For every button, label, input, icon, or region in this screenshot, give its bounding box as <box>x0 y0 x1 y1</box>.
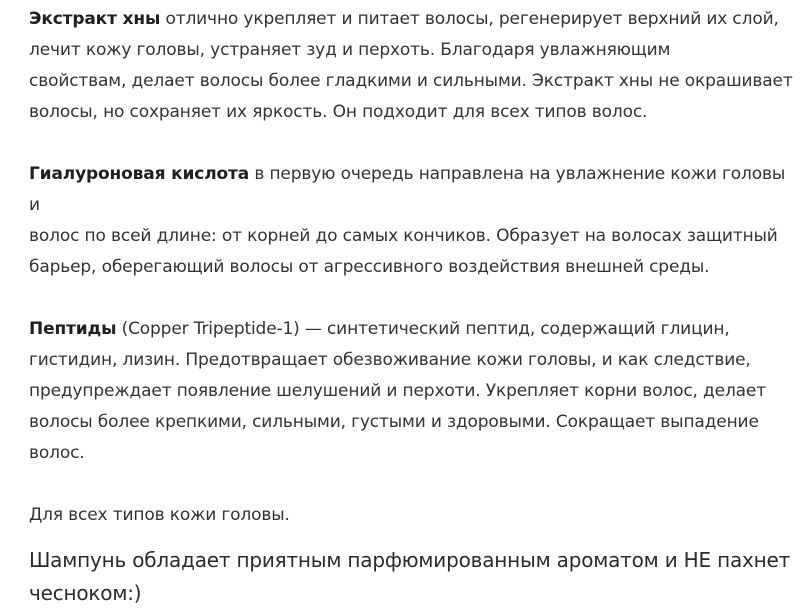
scent-text-line-1: Шампунь обладает приятным парфюмированным ароматом и НЕ пахнет <box>29 548 791 572</box>
hyaluronic-text-line-3: барьер, оберегающий волосы от агрессивного воздействия внешней среды. <box>29 257 710 277</box>
peptides-title: Пептиды <box>29 319 117 339</box>
peptides-text-line-4: волосы более крепкими, сильными, густыми и здоровыми. Сокращает выпадение <box>29 412 759 432</box>
paragraph-scent <box>29 544 795 610</box>
henna-text-line-1: отлично укрепляет и питает волосы, регенерирует верхний их слой, <box>160 9 779 29</box>
paragraph-henna <box>29 4 795 128</box>
peptides-text-line-1: (Copper Tripeptide-1) — синтетический пептид, содержащий глицин, <box>116 319 730 339</box>
paragraph-peptides <box>29 314 795 469</box>
scent-text-line-2: чесноком:) <box>29 581 142 605</box>
hyaluronic-title: Гиалуроновая кислота <box>29 164 250 184</box>
paragraph-hyaluronic-acid <box>29 159 795 283</box>
hyaluronic-text-line-1: в первую очередь направлена на увлажнение кожи головы и <box>29 164 786 215</box>
henna-title: Экстракт хны <box>29 9 161 29</box>
henna-text-line-2: лечит кожу головы, устраняет зуд и перхоть. Благодаря увлажняющим <box>29 40 671 60</box>
henna-text-line-4: волосы, но сохраняет их яркость. Он подходит для всех типов волос. <box>29 102 648 122</box>
hyaluronic-text-line-2: волос по всей длине: от корней до самых кончиков. Образует на волосах защитный <box>29 226 778 246</box>
peptides-text-line-5: волос. <box>29 443 85 463</box>
peptides-text-line-2: гистидин, лизин. Предотвращает обезвоживание кожи головы, и как следствие, <box>29 350 751 370</box>
article-content <box>29 4 795 610</box>
henna-text-line-3: свойствам, делает волосы более гладкими и сильными. Экстракт хны не окрашивает <box>29 71 793 91</box>
peptides-text-line-3: предупреждает появление шелушений и перхоти. Укрепляет корни волос, делает <box>29 381 766 401</box>
paragraph-skin-types: Для всех типов кожи головы. <box>29 505 290 525</box>
